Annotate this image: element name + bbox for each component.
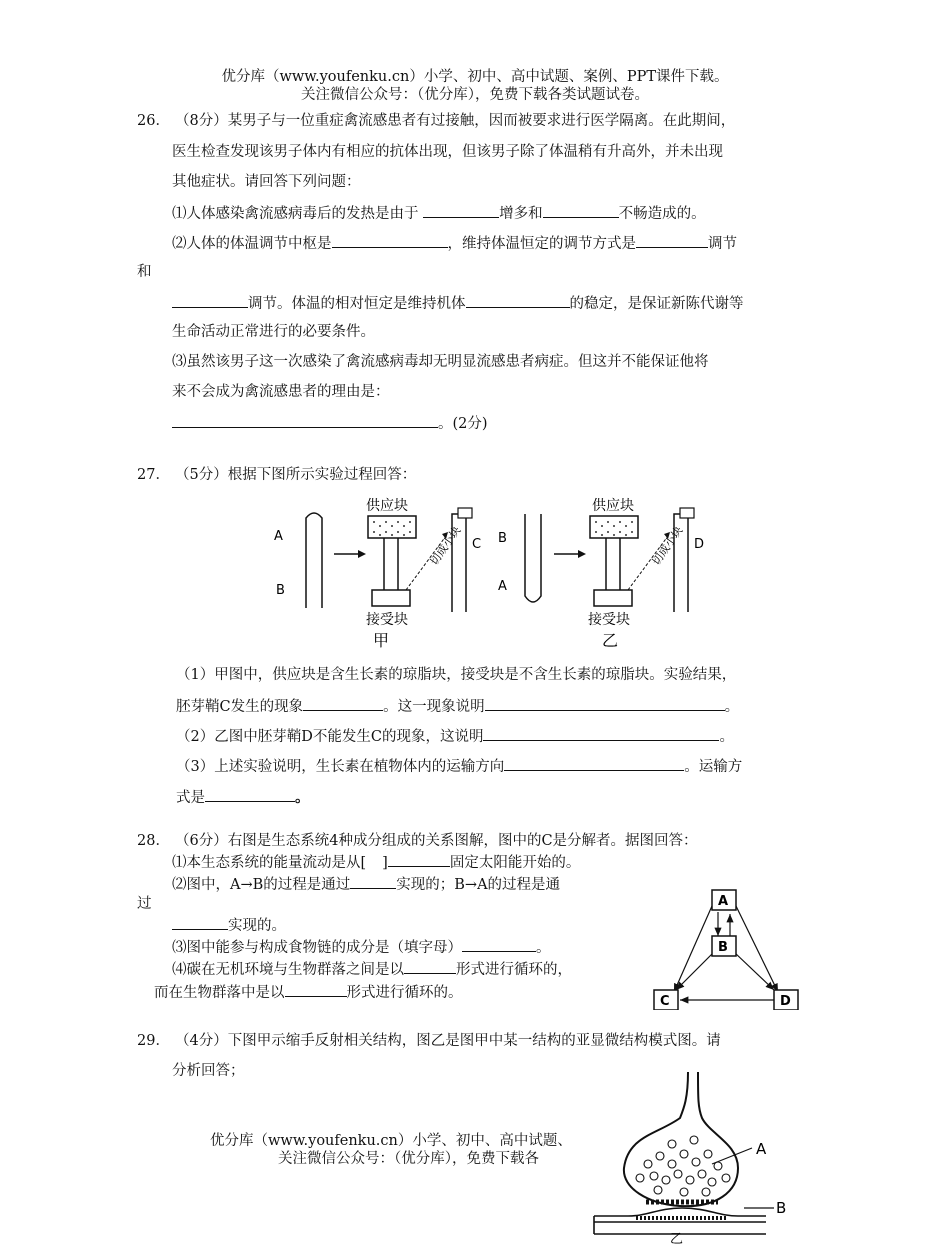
answer-blank[interactable] bbox=[172, 293, 248, 308]
q28-p1-text-a: ⑴本生态系统的能量流动是从[ bbox=[172, 855, 367, 871]
answer-blank[interactable] bbox=[205, 787, 295, 802]
synapse-diagram bbox=[588, 1068, 798, 1245]
q29-number: 29． bbox=[137, 1033, 170, 1049]
q26-p2-text-f: 的稳定，是保证新陈代谢等 bbox=[569, 296, 744, 312]
q26-p2-text-e: 调节。体温的相对恒定是维持机体 bbox=[248, 296, 466, 312]
label-yi: 乙 bbox=[602, 631, 619, 650]
q28-part-1 bbox=[172, 852, 580, 872]
block-on-c bbox=[458, 508, 472, 518]
q27-p1-text-c: 。这一现象说明 bbox=[383, 699, 485, 715]
arrow-b-to-c bbox=[676, 952, 714, 990]
q28-part-2 bbox=[172, 874, 560, 894]
answer-blank[interactable] bbox=[462, 937, 536, 952]
answer-blank[interactable] bbox=[483, 726, 719, 741]
answer-blank[interactable] bbox=[466, 293, 570, 308]
answer-blank[interactable] bbox=[543, 203, 619, 218]
q28-number: 28． bbox=[137, 833, 170, 849]
node-d-label: D bbox=[780, 994, 791, 1009]
q26-part-2 bbox=[172, 233, 737, 253]
q26-p3-text-b: 来不会成为禽流感患者的理由是： bbox=[172, 384, 390, 400]
node-b-label: B bbox=[718, 940, 728, 955]
receive-block bbox=[594, 590, 632, 606]
arrow-a-to-c bbox=[674, 906, 712, 992]
q26-p1-text-b: 增多和 bbox=[499, 206, 543, 222]
answer-blank[interactable] bbox=[485, 696, 725, 711]
answer-blank[interactable] bbox=[285, 982, 347, 997]
q26-number: 26． bbox=[137, 113, 170, 129]
q28-p3-text-a: ⑶图中能参与构成食物链的成分是（填字母） bbox=[172, 940, 462, 956]
label-b: B bbox=[498, 531, 507, 546]
q26-stem-1: （8分）某男子与一位重症禽流感患者有过接触，因而被要求进行医学隔离。在此期间， bbox=[175, 113, 736, 129]
q26-p3-text-a: ⑶虽然该男子这一次感染了禽流感病毒却无明显流感患者病症。但这并不能保证他将 bbox=[172, 354, 709, 370]
label-c: C bbox=[472, 537, 482, 552]
footer-line-2: 关注微信公众号：（优分库），免费下载各 bbox=[278, 1151, 539, 1167]
q26-part-3-answer bbox=[172, 413, 488, 433]
label-jia: 甲 bbox=[373, 631, 390, 650]
q27-p3-text-b: 。运输方 bbox=[684, 759, 743, 775]
supply-block-label: 供应块 bbox=[592, 498, 634, 514]
block-on-d bbox=[680, 508, 694, 518]
q27-p3-text-a: （3）上述实验说明，生长素在植物体内的运输方向 bbox=[176, 759, 505, 775]
q29-stem-1: （4分）下图甲示缩手反射相关结构，图乙是图甲中某一结构的亚显微结构模式图。请 bbox=[175, 1033, 721, 1049]
label-b: B bbox=[276, 583, 285, 598]
q26-p2-text-c: 调节 bbox=[708, 236, 737, 252]
diagram-yi bbox=[498, 498, 704, 650]
answer-blank[interactable] bbox=[350, 874, 396, 889]
label-a: A bbox=[274, 529, 283, 544]
q28-p4-text-b: 形式进行循环的， bbox=[456, 962, 572, 978]
header-line-1: 优分库（www.youfenku.cn）小学、初中、高中试题、案例、PPT课件下载。 bbox=[221, 69, 729, 85]
q26-p2-text-b: ，维持体温恒定的调节方式是 bbox=[447, 236, 636, 252]
coleoptile-segment bbox=[306, 513, 322, 608]
q27-part-3 bbox=[176, 756, 742, 776]
arrow-a-to-d bbox=[736, 906, 778, 992]
q27-p1-text-d: 。 bbox=[724, 699, 740, 715]
q28-part-4-cont bbox=[154, 982, 463, 1002]
q26-p2-text-a: ⑵人体的体温调节中枢是 bbox=[172, 236, 332, 252]
auxin-experiment-diagram bbox=[262, 492, 732, 656]
q28-p2-wrap: 过 bbox=[137, 896, 152, 912]
q26-part-1 bbox=[172, 203, 706, 223]
q27-number: 27． bbox=[137, 467, 170, 483]
q28-p4-text-c: 而在生物群落中是以 bbox=[154, 985, 285, 1001]
q28-p4-text-d: 形式进行循环的。 bbox=[346, 985, 463, 1001]
q26-p1-text-c: 不畅造成的。 bbox=[618, 206, 706, 222]
answer-blank[interactable] bbox=[404, 959, 456, 974]
cut-small-label: 切成小块 bbox=[649, 524, 686, 568]
answer-blank[interactable] bbox=[423, 203, 499, 218]
arrow-head bbox=[358, 550, 366, 558]
q28-part-2-cont bbox=[172, 915, 286, 935]
q26-stem-3: 其他症状。请回答下列问题： bbox=[172, 174, 361, 190]
q28-part-3 bbox=[172, 937, 551, 957]
q28-part-4 bbox=[172, 959, 572, 979]
q27-stem: （5分）根据下图所示实验过程回答： bbox=[175, 467, 417, 483]
q28-p1-text-b: ] bbox=[382, 855, 388, 871]
q27-p2-text-a: （2）乙图中胚芽鞘D不能发生C的现象，这说明 bbox=[176, 729, 484, 745]
q26-p1-text-a: ⑴人体感染禽流感病毒后的发热是由于 bbox=[172, 206, 419, 222]
q28-p1-text-c: 固定太阳能开始的。 bbox=[449, 855, 581, 871]
q26-p2-text-g: 生命活动正常进行的必要条件。 bbox=[172, 324, 375, 340]
q26-p2-wrap: 和 bbox=[137, 264, 152, 280]
q27-p2-text-b: 。 bbox=[719, 729, 734, 745]
answer-blank[interactable] bbox=[172, 915, 228, 930]
q26-p3-text-c: 。(2分) bbox=[438, 416, 488, 432]
receive-block bbox=[372, 590, 410, 606]
footer-line-1: 优分库（www.youfenku.cn）小学、初中、高中试题、 bbox=[210, 1133, 572, 1149]
q26-stem-2: 医生检查发现该男子体内有相应的抗体出现，但该男子除了体温稍有升高外，并未出现 bbox=[172, 144, 723, 160]
answer-blank[interactable] bbox=[504, 756, 684, 771]
q28-stem: （6分）右图是生态系统4种成分组成的关系图解，图中的C是分解者。据图回答： bbox=[175, 833, 698, 849]
q27-part-1-answer bbox=[176, 696, 739, 716]
answer-blank[interactable] bbox=[332, 233, 448, 248]
q27-part-3-cont bbox=[176, 787, 310, 807]
q28-p4-text-a: ⑷碳在无机环境与生物群落之间是以 bbox=[172, 962, 404, 978]
synaptic-knob bbox=[624, 1072, 738, 1206]
answer-blank[interactable] bbox=[303, 696, 383, 711]
q27-p1-text-a: （1）甲图中，供应块是含生长素的琼脂块，接受块是不含生长素的琼脂块。实验结果， bbox=[176, 667, 737, 683]
q28-p3-text-b: 。 bbox=[536, 940, 551, 956]
node-c-label: C bbox=[660, 994, 670, 1009]
q27-p3-text-c: 式是 bbox=[176, 790, 205, 806]
label-d: D bbox=[694, 537, 705, 552]
q27-p3-text-d: 。 bbox=[295, 789, 310, 806]
diagram-jia bbox=[274, 498, 481, 650]
answer-blank[interactable] bbox=[388, 852, 450, 867]
receive-block-label: 接受块 bbox=[366, 612, 408, 628]
q28-p2-text-b: 实现的；B→A的过程是通 bbox=[396, 877, 561, 893]
q27-p1-text-b: 胚芽鞘C发生的现象 bbox=[176, 699, 304, 715]
label-yi: 乙 bbox=[670, 1232, 684, 1245]
postsynaptic-membrane-top bbox=[594, 1208, 766, 1216]
coleoptile-segment-inverted bbox=[525, 514, 541, 602]
q29-stem-2: 分析回答； bbox=[172, 1063, 245, 1079]
receive-block-label: 接受块 bbox=[588, 612, 630, 628]
label-a: A bbox=[756, 1140, 767, 1158]
footer bbox=[0, 1126, 580, 1176]
ecosystem-diagram bbox=[650, 886, 810, 1010]
cut-small-label: 切成小块 bbox=[427, 524, 464, 568]
supply-block-label: 供应块 bbox=[366, 498, 408, 514]
q27-part-2 bbox=[176, 726, 734, 746]
answer-blank[interactable] bbox=[172, 413, 438, 428]
node-a-label: A bbox=[718, 894, 729, 909]
answer-blank[interactable] bbox=[636, 233, 708, 248]
q26-part-2-cont bbox=[172, 293, 744, 313]
q28-p2-text-a: ⑵图中，A→B的过程是通过 bbox=[172, 877, 351, 893]
label-a: A bbox=[498, 579, 507, 594]
q28-p2-text-d: 实现的。 bbox=[228, 918, 286, 934]
arrow-head bbox=[578, 550, 586, 558]
label-b: B bbox=[776, 1199, 787, 1217]
header-line-2: 关注微信公众号：（优分库），免费下载各类试题试卷。 bbox=[301, 87, 649, 103]
